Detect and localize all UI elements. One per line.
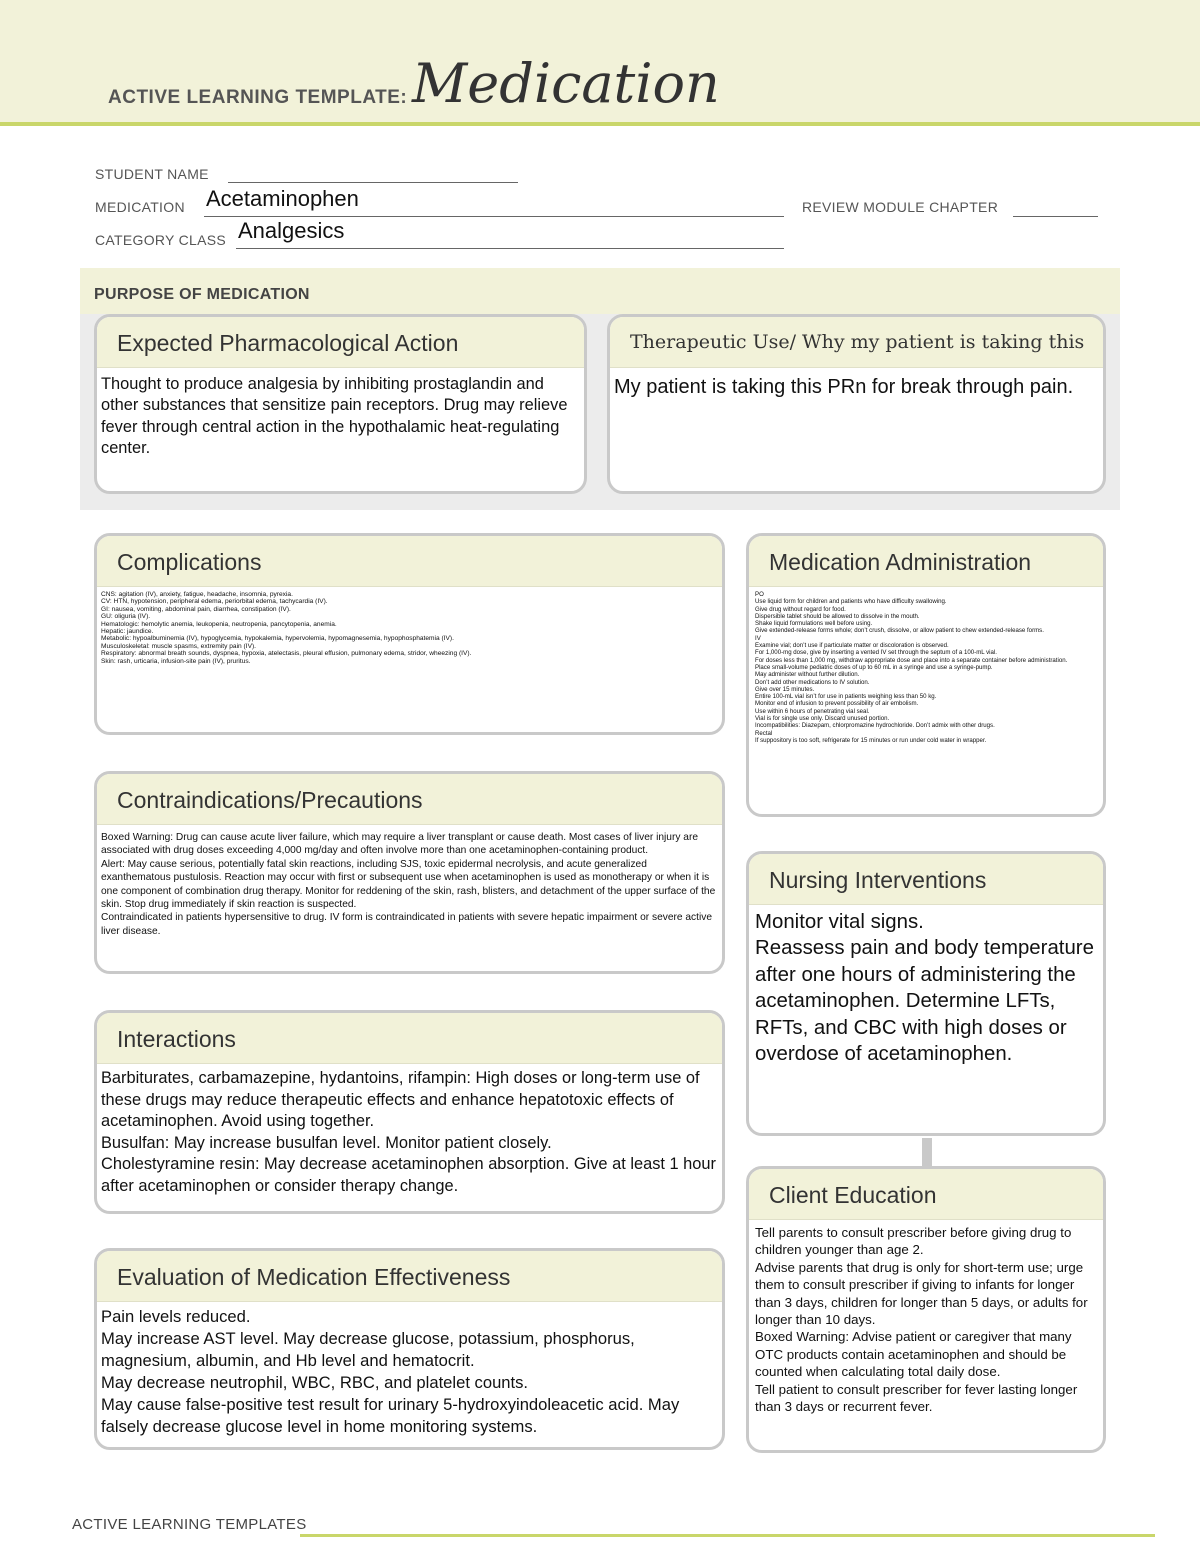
med-admin-line: For 1,000-mg dose, give by inserting a vented IV set through the septum of a 100-mL vial. [755,649,997,657]
med-admin-line: Shake liquid formulations well before using. [755,620,873,628]
nursing-title: Nursing Interventions [769,867,987,893]
med-admin-line: Rectal [755,729,773,737]
therapeutic-use-card [607,314,1106,494]
complications-line: Skin: rash, urticaria, infusion-site pain (IV), pruritus. [101,657,251,665]
nursing-text: Monitor vital signs. Reassess pain and body temperature after one hours of administering the acetaminophen. Determine LFTs, RFTs, and CBC with high doses or overdose of acetaminophen. [755,911,1094,1066]
client-education-card [746,1166,1106,1453]
complications-header [97,536,722,587]
therapeutic-use-title: Therapeutic Use/ Why my patient is taking this [630,331,1085,353]
complications-title: Complications [117,549,262,575]
complications-card [94,533,725,735]
evaluation-header [97,1251,722,1302]
med-admin-line: Vial is for single use only. Discard unused portion. [755,715,890,723]
med-admin-line: May administer without further dilution. [755,671,860,679]
review-module-label: REVIEW MODULE CHAPTER [802,199,999,215]
nursing-education-connector [922,1138,932,1166]
med-admin-line: Incompatibilities: Diazepam, chlorpromazine hydrochloride. Don’t admix with other drugs. [755,722,995,730]
category-class-label: CATEGORY CLASS [95,232,227,248]
complications-line: Metabolic: hypoalbuminemia (IV), hypoglycemia, hypokalemia, hypervolemia, hypomagnesemia, hypophosphatemia (IV). [101,635,454,643]
interactions-text: Barbiturates, carbamazepine, hydantoins, rifampin: High doses or long-term use of these drugs may reduce therapeutic effects and enhance hepatotoxic effects of acetaminophen. Avoid using together. Busulfan: May increase busulfan level. Monitor patient closely. Cholestyramine resin: May decrease acetaminophen absorption. Give at least 1 hour after acetaminophen or consider therapy change. [101,1069,716,1195]
med-admin-line: Give extended-release forms whole; don’t crush, dissolve, or allow patient to chew extended-release forms. [755,627,1044,635]
purpose-title: PURPOSE OF MEDICATION [94,286,310,303]
footer-text: ACTIVE LEARNING TEMPLATES [72,1516,307,1533]
evaluation-title: Evaluation of Medication Effectiveness [117,1264,511,1290]
complications-line: CV: HTN, hypotension, peripheral edema, periorbital edema, tachycardia (IV). [101,598,328,606]
complications-line: GI: nausea, vomiting, abdominal pain, diarrhea, constipation (IV). [101,605,291,613]
med-admin-line: Don’t add other medications to IV solution. [755,678,870,686]
med-admin-text [749,587,1103,744]
client-education-header [749,1169,1103,1220]
footer-rule [300,1534,1155,1537]
med-admin-title: Medication Administration [769,549,1032,575]
interactions-title: Interactions [117,1026,236,1052]
med-admin-line: Place small-volume pediatric doses of up to 60 mL in a syringe and use a syringe-pump. [755,663,993,671]
student-name-field[interactable] [228,168,518,183]
contraindications-header [97,774,722,825]
med-admin-card [746,533,1106,817]
client-education-text: Tell parents to consult prescriber before giving drug to children younger than age 2. Advise parents that drug is only for short-term use; urge them to consult prescriber if giving to infants for longer than 3 days, children for longer than 5 days, or adults for longer than 10 days. Boxed Warning: Advise patient or caregiver that many OTC products contain acetaminophen and should be counted when calculating total daily dose. Tell patient to consult prescriber for fever lasting longer than 3 days or recurrent fever. [755,1225,1088,1415]
contraindications-text: Boxed Warning: Drug can cause acute liver failure, which may require a liver transplant or cause death. Most cases of liver injury are associated with drug doses exceeding 4,000 mg/day and often involve more than one acetaminophen-containing product. Alert: May cause serious, potentially fatal skin reactions, including SJS, toxic epidermal necrolysis, and acute generalized exanthematous pustulosis. Reaction may occur with first or subsequent use when acetaminophen is used as monotherapy or when it is one component of combination drug therapy. Monitor for reddening of the skin, rash, blisters, and detachment of the upper surface of the skin. Stop drug immediately if skin reaction is suspected. Contraindicated in patients hypersensitive to drug. IV form is contraindicated in patients with severe hepatic impairment or severe active liver disease. [101,832,716,937]
client-education-title: Client Education [769,1182,937,1208]
medication-label: MEDICATION [95,199,185,215]
med-admin-line: IV [755,634,761,642]
template-prefix: ACTIVE LEARNING TEMPLATE: [108,87,408,108]
page-title: Medication [412,52,720,115]
med-admin-line: Use within 6 hours of penetrating vial seal. [755,707,870,715]
contraindications-title: Contraindications/Precautions [117,787,423,813]
complications-line: Hepatic: jaundice. [101,628,154,636]
med-admin-line: Give over 15 minutes. [755,685,815,693]
review-module-field[interactable] [1013,202,1098,217]
complications-line: Hematologic: hemolytic anemia, leukopenia, neutropenia, pancytopenia, anemia. [101,620,337,628]
expected-action-text: Thought to produce analgesia by inhibiting prostaglandin and other substances that sensitize pain receptors. Drug may relieve fever through central action in the hypothalamic heat-regulating center. [101,375,568,458]
medication-value: Acetaminophen [206,186,359,211]
complications-line: CNS: agitation (IV), anxiety, fatigue, headache, insomnia, pyrexia. [101,591,293,598]
med-admin-line: PO [755,591,764,598]
student-name-label: STUDENT NAME [95,166,209,182]
med-admin-line: If suppository is too soft, refrigerate for 15 minutes or run under cold water in wrapper. [755,736,987,744]
nursing-header [749,854,1103,905]
complications-line: Musculoskeletal: muscle spasms, extremity pain (IV). [101,642,257,650]
evaluation-text: Pain levels reduced. May increase AST level. May decrease glucose, potassium, phosphorus, magnesium, albumin, and Hb level and hematocrit. May decrease neutrophil, WBC, RBC, and platelet counts. May cause false-positive test result for urinary 5-hydroxyindoleacetic acid. May falsely decrease glucose level in home monitoring systems. [101,1307,680,1436]
med-admin-line: Use liquid form for children and patients who have difficulty swallowing. [755,598,947,606]
med-admin-line: Examine vial; don’t use if particulate matter or discoloration is observed. [755,642,949,650]
complications-text [97,587,722,665]
expected-action-header [97,317,584,368]
expected-action-title: Expected Pharmacological Action [117,330,459,356]
therapeutic-use-header [610,317,1103,368]
med-admin-line: Monitor end of infusion to prevent possibility of air embolism. [755,700,919,708]
evaluation-card [94,1248,725,1450]
med-admin-line: Entire 100-mL vial isn’t for use in patients weighing less than 50 kg. [755,693,937,701]
nursing-card [746,851,1106,1136]
complications-line: GU: oliguria (IV). [101,613,151,621]
interactions-header [97,1013,722,1064]
interactions-card [94,1010,725,1214]
med-admin-line: Dispersible tablet should be allowed to dissolve in the mouth. [755,612,920,620]
contraindications-card [94,771,725,974]
med-admin-line: Give drug without regard for food. [755,605,846,613]
complications-line: Respiratory: abnormal breath sounds, dyspnea, hypoxia, atelectasis, pleural effusion, pulmonary edema, stridor, wheezing (IV). [101,650,472,658]
expected-action-card [94,314,587,494]
med-admin-header [749,536,1103,587]
category-class-value: Analgesics [238,218,345,243]
med-admin-line: For doses less than 1,000 mg, withdraw appropriate dose and place into a separate container before administration. [755,656,1068,664]
header-rule [0,122,1200,126]
therapeutic-use-text: My patient is taking this PRn for break through pain. [614,376,1074,398]
